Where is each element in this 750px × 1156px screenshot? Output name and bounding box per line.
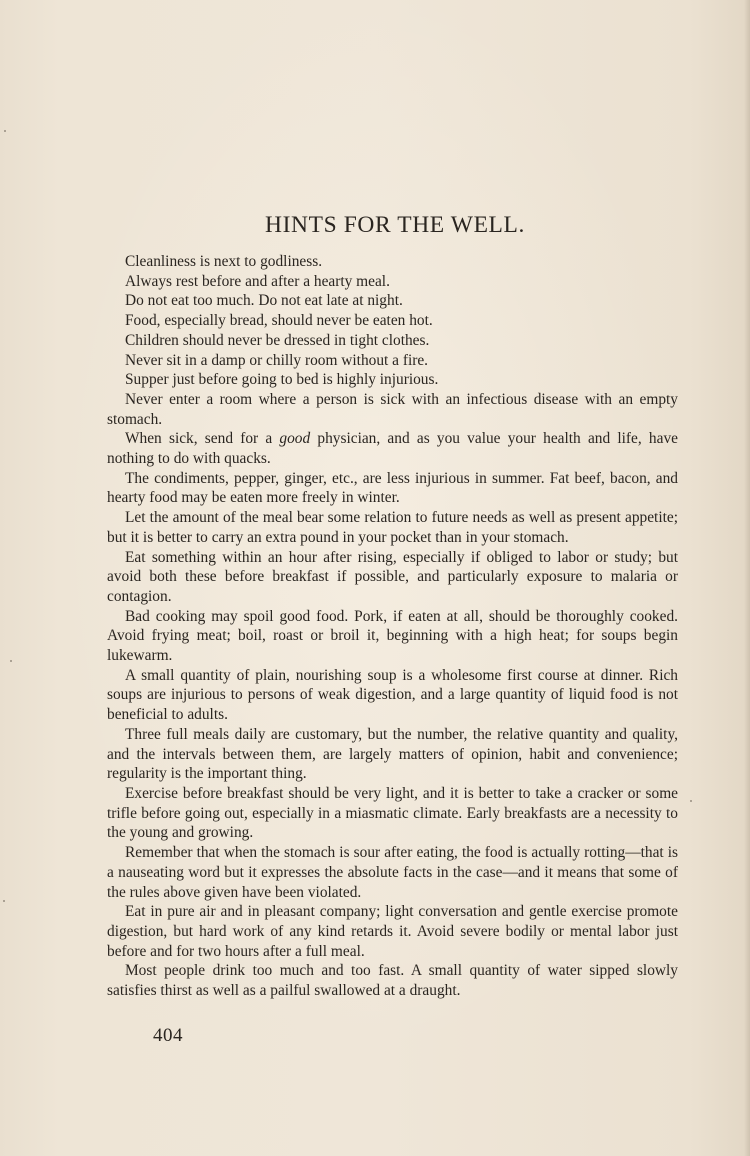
body-text bbox=[107, 252, 678, 1001]
paragraph: Children should never be dressed in tight clothes. bbox=[125, 331, 430, 349]
paragraph-text: When sick, send for a bbox=[125, 430, 280, 448]
page-edge-shadow bbox=[744, 0, 750, 1156]
paragraph: Bad cooking may spoil good food. Pork, if eaten at all, should be thoroughly cooked. Avoid frying meat; boil, roast or broil it, beginning with a high heat; for soups begin lukewarm. bbox=[107, 607, 678, 665]
paragraph-text: physician, and as you value your health and life, have nothing to do with quacks. bbox=[107, 430, 678, 468]
paper-speck bbox=[690, 800, 692, 802]
paragraph: Remember that when the stomach is sour after eating, the food is actually rotting—that is a nauseating word but it expresses the absolute facts in the case—and it means that some of the rules above given have been violated. bbox=[107, 844, 678, 901]
paragraph: The condiments, pepper, ginger, etc., are less injurious in summer. Fat beef, bacon, and hearty food may be eaten more freely in winter. bbox=[107, 469, 678, 507]
paragraph: Never enter a room where a person is sick with an infectious disease with an empty stomach. bbox=[107, 390, 678, 428]
paragraph: A small quantity of plain, nourishing soup is a wholesome first course at dinner. Rich soups are injurious to persons of weak digestion, and a large quantity of liquid food is not beneficial to adults. bbox=[107, 666, 678, 724]
paper-speck bbox=[4, 130, 6, 132]
paper-speck bbox=[10, 660, 12, 662]
page-title: HINTS FOR THE WELL. bbox=[265, 212, 525, 238]
paragraph: Always rest before and after a hearty meal. bbox=[125, 272, 390, 290]
emphasized-word: good bbox=[279, 430, 311, 448]
paper-speck bbox=[3, 900, 5, 902]
paragraph: Three full meals daily are customary, but the number, the relative quantity and quality, and the intervals between them, are largely matters of opinion, habit and convenience; regularity is the important thing. bbox=[107, 725, 678, 783]
paragraph: Eat in pure air and in pleasant company; light conversation and gentle exercise promote digestion, but hard work of any kind retards it. Avoid severe bodily or mental labor just before and for two hours after a full meal. bbox=[107, 903, 678, 960]
paragraph: Food, especially bread, should never be eaten hot. bbox=[125, 312, 433, 330]
paragraph bbox=[107, 429, 678, 468]
paragraph: Let the amount of the meal bear some relation to future needs as well as present appetite; but it is better to carry an extra pound in your pocket than in your stomach. bbox=[107, 509, 678, 546]
paragraph: Supper just before going to bed is highly injurious. bbox=[125, 371, 439, 389]
paragraph: Most people drink too much and too fast. A small quantity of water sipped slowly satisfies thirst as well as a pailful swallowed at a draught. bbox=[107, 962, 678, 1000]
paragraph: Cleanliness is next to godliness. bbox=[125, 253, 323, 270]
paragraph: Exercise before breakfast should be very light, and it is better to take a cracker or some trifle before going out, especially in a miasmatic climate. Early breakfasts are a necessity to the young and growing. bbox=[107, 784, 678, 842]
paragraph: Never sit in a damp or chilly room without a fire. bbox=[125, 351, 429, 369]
page-number: 404 bbox=[153, 1025, 183, 1046]
paragraph: Do not eat too much. Do not eat late at night. bbox=[125, 292, 403, 310]
paragraph: Eat something within an hour after rising, especially if obliged to labor or study; but avoid both these before breakfast if possible, and particularly exposure to malaria or contagion. bbox=[107, 548, 678, 605]
